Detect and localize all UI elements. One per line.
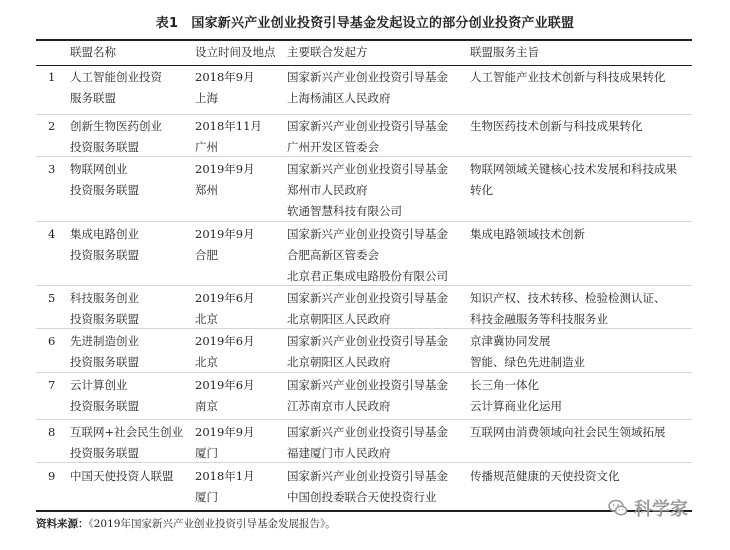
alliance-name: 互联网+社会民生创业 投资服务联盟 <box>70 425 184 460</box>
service-purpose: 人工智能产业技术创新与科技成果转化 <box>470 70 666 84</box>
alliance-name: 中国天使投资人联盟 <box>70 469 174 483</box>
main-sponsors: 国家新兴产业创业投资引导基金 上海杨浦区人民政府 <box>287 70 448 105</box>
alliance-name: 集成电路创业 投资服务联盟 <box>70 227 139 262</box>
row-separator <box>36 328 692 329</box>
setup-time-place: 2019年9月 郑州 <box>195 162 255 197</box>
header-purpose: 联盟服务主旨 <box>470 45 539 59</box>
wechat-icon <box>608 498 628 518</box>
table-title: 表1 国家新兴产业创业投资引导基金发起设立的部分创业投资产业联盟 <box>155 16 575 31</box>
watermark-text: 科学家 <box>634 499 688 520</box>
service-purpose: 知识产权、技术转移、检验检测认证、 科技金融服务等科技服务业 <box>470 291 666 326</box>
main-sponsors: 国家新兴产业创业投资引导基金 中国创投委联合天使投资行业 <box>287 469 448 504</box>
alliance-name: 云计算创业 投资服务联盟 <box>70 378 139 413</box>
setup-time-place: 2018年11月 广州 <box>195 119 262 154</box>
row-separator <box>36 156 692 157</box>
row-separator <box>36 285 692 286</box>
row-separator <box>36 114 692 115</box>
row-index: 2 <box>48 119 56 133</box>
service-purpose: 互联网由消费领域向社会民生领域拓展 <box>470 425 666 439</box>
alliance-name: 科技服务创业 投资服务联盟 <box>70 291 139 326</box>
header-time: 设立时间及地点 <box>195 45 276 59</box>
row-index: 9 <box>48 469 56 483</box>
row-index: 8 <box>48 425 56 439</box>
setup-time-place: 2019年9月 合肥 <box>195 227 255 262</box>
row-separator <box>36 372 692 373</box>
table-header-rule <box>36 65 692 66</box>
setup-time-place: 2019年6月 北京 <box>195 334 255 369</box>
service-purpose: 京津冀协同发展 智能、绿色先进制造业 <box>470 334 585 369</box>
watermark <box>608 495 688 521</box>
main-sponsors: 国家新兴产业创业投资引导基金 广州开发区管委会 <box>287 119 448 154</box>
alliance-name: 人工智能创业投资 服务联盟 <box>70 70 162 105</box>
main-sponsors: 国家新兴产业创业投资引导基金 北京朝阳区人民政府 <box>287 334 448 369</box>
main-sponsors: 国家新兴产业创业投资引导基金 福建厦门市人民政府 <box>287 425 448 460</box>
source-text: 《2019年国家新兴产业创业投资引导基金发展报告》。 <box>88 518 336 530</box>
alliance-name: 先进制造创业 投资服务联盟 <box>70 334 139 369</box>
row-index: 5 <box>48 291 56 305</box>
setup-time-place: 2018年1月 厦门 <box>195 469 255 504</box>
main-sponsors: 国家新兴产业创业投资引导基金 江苏南京市人民政府 <box>287 378 448 413</box>
main-sponsors: 国家新兴产业创业投资引导基金 合肥高新区管委会 北京君正集成电路股份有限公司 <box>287 227 448 283</box>
row-index: 7 <box>48 378 56 392</box>
row-index: 6 <box>48 334 56 348</box>
header-sponsor: 主要联合发起方 <box>287 45 368 59</box>
row-separator <box>36 462 692 463</box>
main-sponsors: 国家新兴产业创业投资引导基金 北京朝阳区人民政府 <box>287 291 448 326</box>
table-top-rule <box>36 39 692 41</box>
setup-time-place: 2019年6月 北京 <box>195 291 255 326</box>
row-index: 1 <box>48 70 56 84</box>
main-sponsors: 国家新兴产业创业投资引导基金 郑州市人民政府 软通智慧科技有限公司 <box>287 162 448 218</box>
row-separator <box>36 221 692 222</box>
alliance-name: 物联网创业 投资服务联盟 <box>70 162 139 197</box>
source-label: 资料来源： <box>36 518 89 530</box>
header-name: 联盟名称 <box>70 45 116 59</box>
source-note <box>36 515 336 533</box>
table-bottom-rule <box>36 510 692 512</box>
service-purpose: 生物医药技术创新与科技成果转化 <box>470 119 643 133</box>
service-purpose: 物联网领域关键核心技术发展和科技成果 转化 <box>470 162 677 197</box>
alliance-name: 创新生物医药创业 投资服务联盟 <box>70 119 162 154</box>
service-purpose: 长三角一体化 云计算商业化运用 <box>470 378 562 413</box>
service-purpose: 传播规范健康的天使投资文化 <box>470 469 620 483</box>
service-purpose: 集成电路领域技术创新 <box>470 227 585 241</box>
setup-time-place: 2019年6月 南京 <box>195 378 255 413</box>
row-index: 4 <box>48 227 56 241</box>
row-index: 3 <box>48 162 56 176</box>
setup-time-place: 2018年9月 上海 <box>195 70 255 105</box>
setup-time-place: 2019年9月 厦门 <box>195 425 255 460</box>
row-separator <box>36 419 692 420</box>
